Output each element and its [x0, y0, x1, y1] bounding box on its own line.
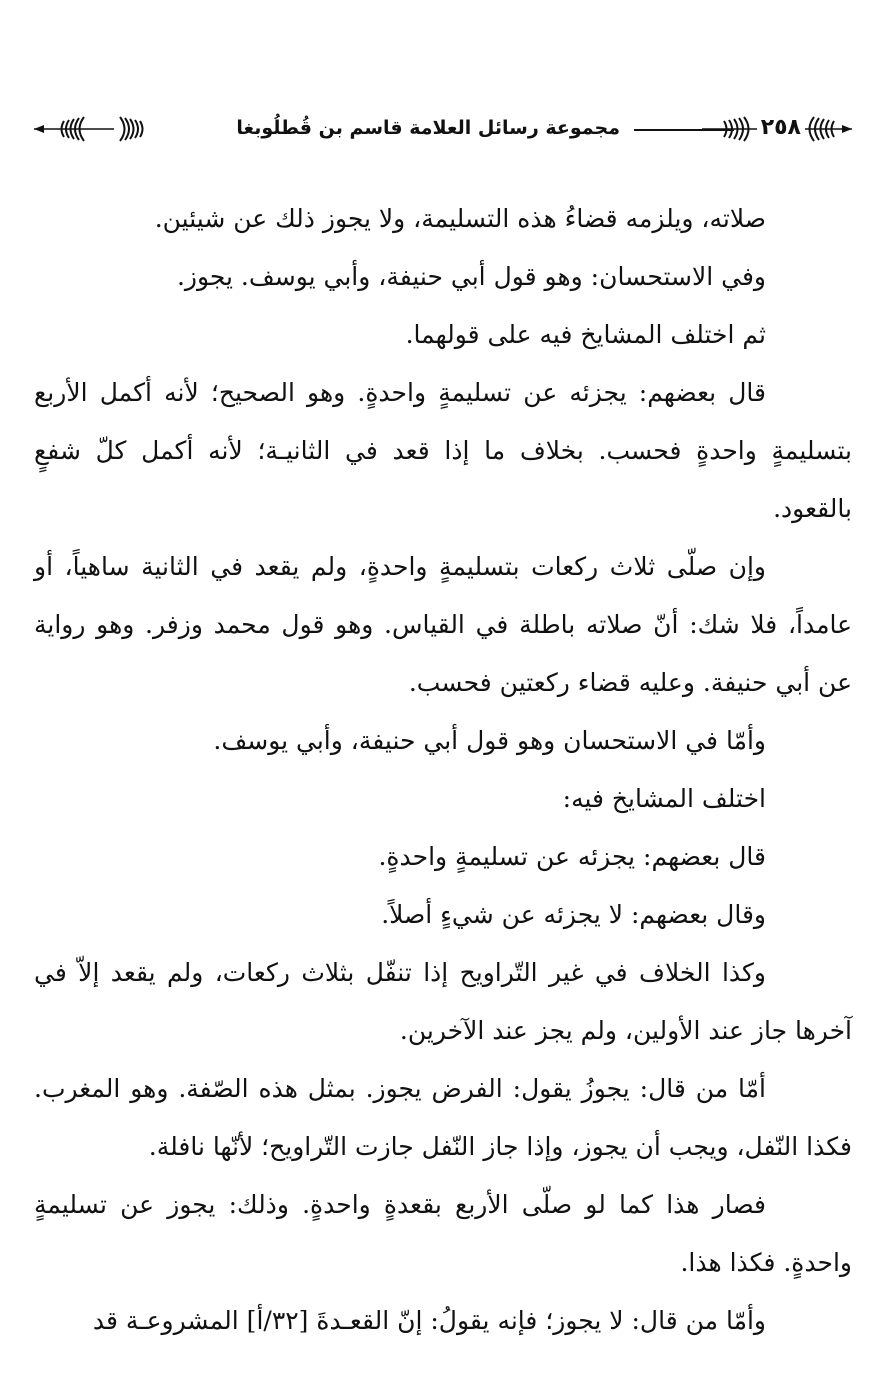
paragraph: وإن صلّى ثلاث ركعات بتسليمةٍ واحدةٍ، ولم يقعد في الثانية ساهياً، أو عامداً، فلا شك: أنّ صلاته باطلة في القياس. وهو قول محمد وزفر. وهو رواية عن أبي حنيفة. وعليه قضاء ركعتين فحسب. — [34, 552, 853, 697]
paragraph: وكذا الخلاف في غير التّراويح إذا تنفّل بثلاث ركعات، ولم يقعد إلاّ في آخرها جاز عند الأولين، ولم يجز عند الآخرين. — [34, 958, 852, 1045]
paragraph: وأمّا من قال: لا يجوز؛ فإنه يقولُ: إنّ القعـدةَ [٣٢/أ] المشروعـة قد — [92, 1306, 766, 1335]
paragraph: أمّا من قال: يجوزُ يقول: الفرض يجوز. بمثل هذه الصّفة. وهو المغرب. فكذا النّفل، ويجب أن يجوز، وإذا جاز النّفل جازت التّراويح؛ لأنّها نافلة. — [34, 1074, 852, 1161]
header-ornament-left-icon — [34, 116, 152, 142]
running-title: مجموعة رسائل العلامة قاسم بن قُطلُوبغا — [236, 117, 620, 139]
paragraph: اختلف المشايخ فيه: — [562, 784, 766, 813]
paragraph: قال بعضهم: يجزئه عن تسليمةٍ واحدةٍ. وهو الصحيح؛ لأنه أكمل الأربع بتسليمةٍ واحدةٍ فحسب. بخلاف ما إذا قعد في الثانيـة؛ لأنه أكمل كلّ شفعٍ بالقعود. — [34, 378, 852, 523]
page-number: ٢٥٨ — [757, 112, 805, 144]
paragraph: وفي الاستحسان: وهو قول أبي حنيفة، وأبي يوسف. يجوز. — [176, 262, 766, 291]
paragraph: فصار هذا كما لو صلّى الأربع بقعدةٍ واحدةٍ. وذلك: يجوز عن تسليمةٍ واحدةٍ. فكذا هذا. — [34, 1190, 852, 1277]
paragraph: وقال بعضهم: لا يجزئه عن شيءٍ أصلاً. — [381, 900, 766, 929]
paragraph: ثم اختلف المشايخ فيه على قولهما. — [405, 320, 766, 349]
paragraph: وأمّا في الاستحسان وهو قول أبي حنيفة، وأبي يوسف. — [213, 726, 766, 755]
paragraph: صلاته، ويلزمه قضاءُ هذه التسليمة، ولا يجوز ذلك عن شيئين. — [154, 204, 766, 233]
paragraph: قال بعضهم: يجزئه عن تسليمةٍ واحدةٍ. — [378, 842, 766, 871]
header-rule — [634, 129, 734, 131]
body-text — [34, 190, 852, 1350]
running-header — [34, 112, 852, 148]
